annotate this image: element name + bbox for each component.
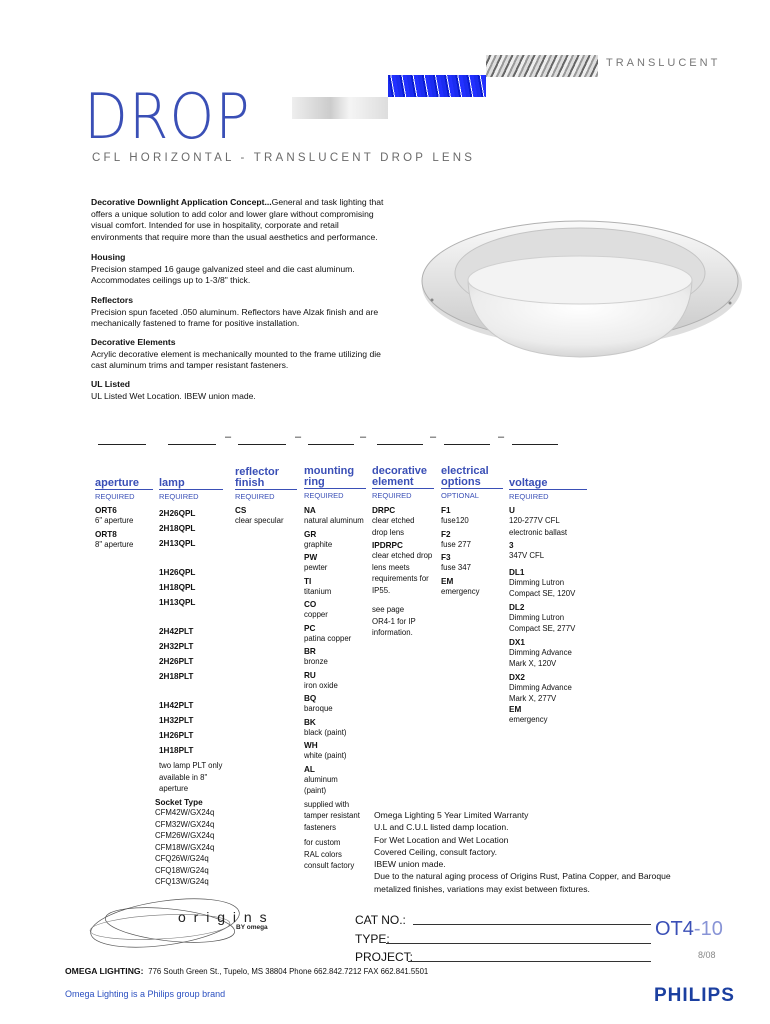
order-blank-lamp: [168, 444, 216, 445]
order-blank-reflector: [238, 444, 286, 445]
order-blank-voltage: [512, 444, 558, 445]
voltage-options: U 120-277V CFL electronic ballast 3 347V CFL DL1 Dimming Lutron Compact SE, 120V DL2 Dimming Lutron Compact SE, 277V DX1 Dimming Advance Mark X, 120V DX2 Dimming Advance Mark X, 277V EM emergency: [509, 506, 576, 724]
page-subtitle: CFL HORIZONTAL - TRANSLUCENT DROP LENS: [92, 152, 476, 164]
company-address: OMEGA LIGHTING: 776 South Green St., Tupelo, MS 38804 Phone 662.842.7212 FAX 662.841.5501: [65, 966, 429, 976]
brand-tagline: Omega Lighting is a Philips group brand: [65, 989, 226, 999]
reflector-options: CS clear specular: [235, 506, 284, 525]
project-label: PROJECT:: [355, 950, 414, 964]
cat-no-field[interactable]: [413, 924, 651, 925]
lamp-note: two lamp PLT only available in 8" aperture: [159, 761, 223, 793]
intro-paragraph: [91, 197, 391, 243]
order-dash: –: [225, 431, 232, 443]
intro-lead: Decorative Downlight Application Concept...: [91, 197, 272, 207]
electrical-options: F1 fuse120 F2 fuse 277 F3 fuse 347 EM emergency: [441, 506, 480, 596]
intro-text: General and task lighting that offers a unique solution to add color and lower glare without compromising visual comfort. Intended for use in hospitality, corporate and retail environments that require more than the usual aesthetics and performance.: [91, 197, 384, 242]
order-dash: –: [430, 431, 437, 443]
origins-wordmark: o r i g i n s: [178, 909, 269, 925]
order-blank-electrical: [444, 444, 490, 445]
section-heading: Decorative Elements: [91, 337, 176, 347]
page-title: DROP: [84, 80, 251, 153]
order-blank-aperture: [98, 444, 146, 445]
order-blank-mounting: [308, 444, 354, 445]
col-header-aperture: aperture REQUIRED: [95, 478, 153, 501]
page-code: OT4-10: [655, 918, 723, 940]
type-field[interactable]: [386, 943, 651, 944]
order-dash: –: [295, 431, 302, 443]
col-header-voltage: voltage REQUIRED: [509, 478, 587, 501]
section-heading: UL Listed: [91, 379, 130, 389]
philips-logo: PHILIPS: [654, 985, 735, 1006]
section-heading: Reflectors: [91, 295, 134, 305]
socket-types: Socket Type CFM42W/GX24q CFM32W/GX24q CFM26W/GX24q CFM18W/GX24q CFQ26W/G24q CFQ18W/G24q CFQ13W/G24q: [155, 798, 215, 886]
aperture-options: ORT6 6" aperture ORT8 8" aperture: [95, 506, 134, 549]
type-label: TYPE:: [355, 932, 390, 946]
section-text: Acrylic decorative element is mechanically mounted to the frame utilizing die cast aluminum trims and tamper resistant fasteners.: [91, 348, 381, 370]
revision-date: 8/08: [698, 950, 716, 960]
project-field[interactable]: [408, 961, 651, 962]
section-heading: Housing: [91, 252, 126, 262]
section-reflectors: [91, 295, 391, 330]
col-header-decorative: decorative element REQUIRED: [372, 466, 434, 500]
order-blank-decorative: [377, 444, 423, 445]
swatch-white-frost: [292, 97, 388, 119]
by-omega-mark: BY omega: [236, 924, 268, 931]
section-text: Precision stamped 16 gauge galvanized steel and die cast aluminum. Accommodates ceilings up to 1-3/8" thick.: [91, 263, 355, 285]
col-header-electrical: electrical options OPTIONAL: [441, 466, 503, 500]
section-text: Precision spun faceted .050 aluminum. Reflectors have Alzak finish and are mechanically fastened to frame for positive installation.: [91, 306, 379, 328]
section-ul-listed: [91, 379, 391, 402]
warranty-notes: Omega Lighting 5 Year Limited Warranty U.L and C.U.L listed damp location. For Wet Location and Wet Location Covered Ceiling, consult factory. IBEW union made. Due to the natural aging process of Origins Rust, Patina Copper, and Baroque metalized finishes, variations may exist between fixtures.: [374, 810, 671, 894]
category-label: TRANSLUCENT: [606, 57, 721, 69]
col-header-reflector: reflector finish REQUIRED: [235, 467, 297, 501]
order-dash: –: [360, 431, 367, 443]
cat-no-label: CAT NO.:: [355, 913, 406, 927]
col-header-mounting: mounting ring REQUIRED: [304, 466, 366, 500]
lamp-options: 2H26QPL 2H18QPL 2H13QPL 1H26QPL 1H18QPL 1H13QPL 2H42PLT 2H32PLT 2H26PLT 2H18PLT 1H42PLT 1H32PLT 1H26PLT 1H18PLT two lamp PLT only available in 8" aperture: [159, 506, 231, 795]
fixture-photo: [410, 185, 750, 370]
mounting-options: NA natural aluminum GR graphite PW pewter TI titanium CO copper PC patina copper BR bronze RU iron oxide BQ baroque BK black (paint) WH white (paint) AL aluminum (paint) supplied with tamper resistant fasteners for custom RAL colors consult factory: [304, 506, 364, 870]
col-header-lamp: lamp REQUIRED: [159, 478, 223, 501]
decorative-options: DRPC clear etched drop lens IPDRPC clear etched drop lens meets requirements for IP55. see page OR4-1 for IP information.: [372, 506, 433, 637]
section-housing: [91, 252, 391, 287]
order-dash: –: [498, 431, 505, 443]
swatch-blue-texture: [388, 75, 486, 97]
section-text: UL Listed Wet Location. IBEW union made.: [91, 390, 256, 401]
swatch-silver-stripe: [486, 55, 598, 77]
section-decorative-elements: [91, 337, 391, 372]
